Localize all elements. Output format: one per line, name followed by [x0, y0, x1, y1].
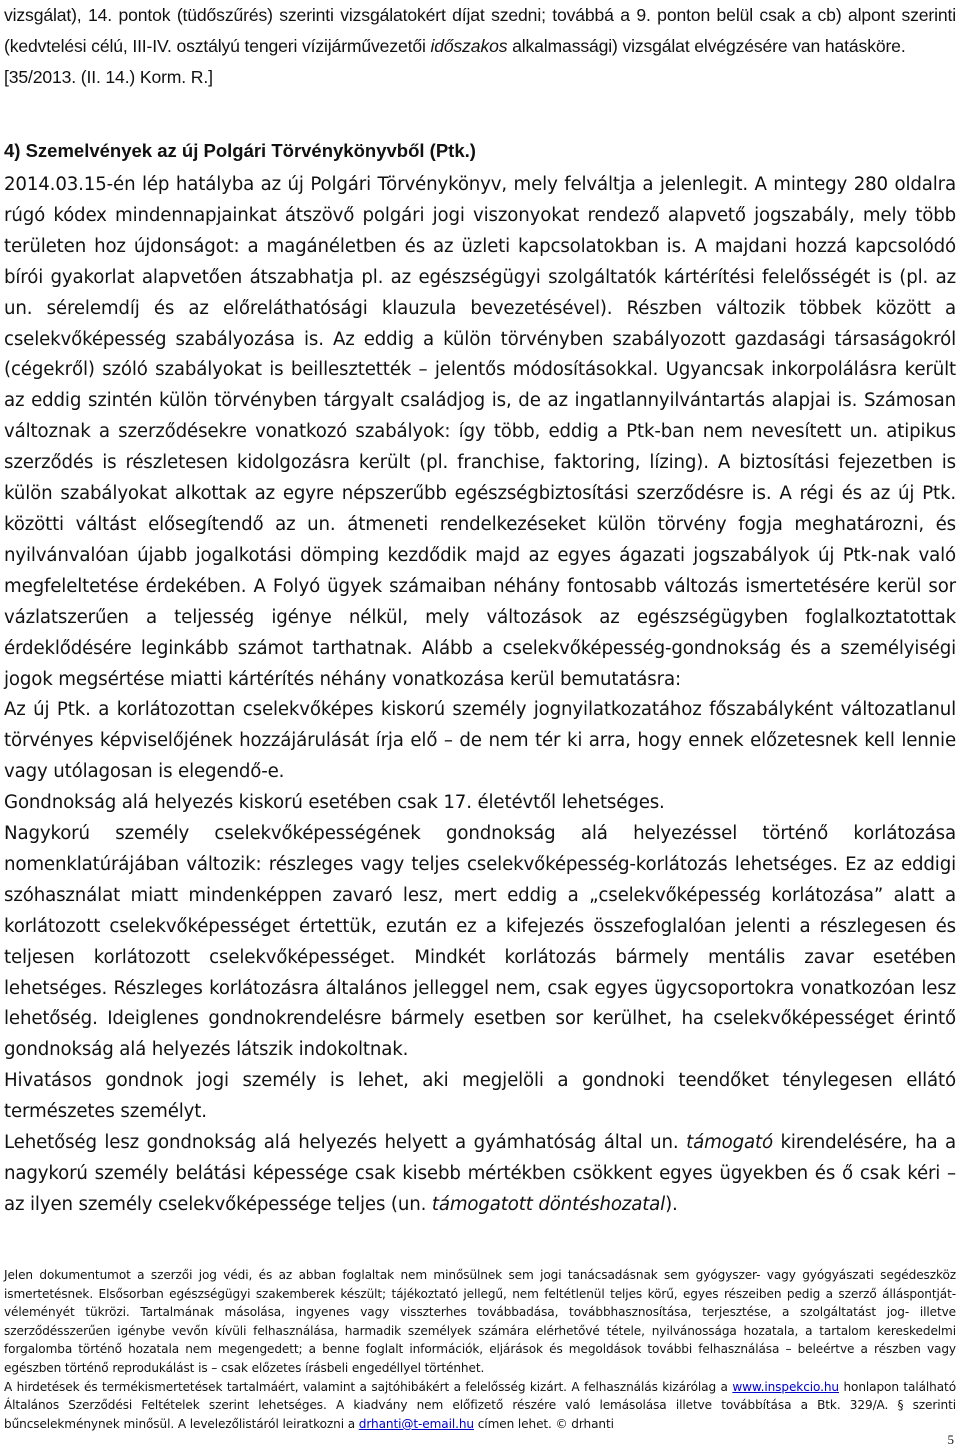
page-number: 5 [947, 1432, 954, 1447]
inspekcio-link[interactable]: www.inspekcio.hu [732, 1379, 839, 1394]
footer-terms-rest: honlapon található Általános Szerződési Feltételek szerint lehetséges. A kiadvány nem előfizető részére való lemásolása illetve továbbítása a Btk. 329/A. § szerinti bűncselekménynek minősül. A levelezőlistáról leiratkozni a [4, 1379, 957, 1431]
intro-text-a: vizsgálat), 14. pontok (tüdőszűrés) szerinti vizsgálatokért díjat szedni; továbbá a 9. ponton belül csak a cb) alpont szerinti (kedvtelési célú, III-IV. osztályú tengeri vízijárművezetői [4, 5, 956, 56]
intro-citation: [35/2013. (II. 14.) Korm. R.] [4, 66, 213, 87]
supporter-text-2: kirendelésére, ha a nagykorú személy belátási képessége csak kisebb mértékben csökkent egyes ügyekben és ő csak kéri – az ilyen személy cselekvőképessége teljes (un. [4, 1132, 957, 1215]
supporter-italic-2: támogatott döntéshozatal [431, 1193, 666, 1215]
intro-text-b: alkalmassági) vizsgálat elvégzésére van hatásköre. [507, 35, 906, 56]
footer-terms [4, 1378, 956, 1434]
supporter-text-1: Lehetőség lesz gondnokság alá helyezés helyett a gyámhatóság által un. [4, 1132, 687, 1154]
paragraph-minor-consent: Az új Ptk. a korlátozottan cselekvőképes kiskorú személy jognyilatkozatához főszabályként változatlanul törvényes képviselőjének hozzájárulását írja elő – de nem tér ki arra, hogy ennek előzetesnek kell lennie vagy utólagosan is elegendő-e. [4, 699, 956, 783]
paragraph-guardianship-minor: Gondnokság alá helyezés kiskorú esetében csak 17. életévtől lehetséges. [4, 792, 665, 814]
main-content [4, 170, 956, 1221]
paragraph-adult-capacity: Nagykorú személy cselekvőképességének gondnokság alá helyezéssel történő korlátozása nomenklatúrájában változik: részleges vagy teljes cselekvőképesség-korlátozás lehetséges. Ez az eddigi szóhasználat miatt mindenképpen zavaró lesz, mert eddig a „cselekvőképesség korlátozása” alatt a korlátozott cselekvőképességet értettük, ezután ez a kifejezés összefoglalóan jelenti a részlegesen és teljesen korlátozott cselekvőképességet. Mindkét korlátozás bármely mentális zavar esetében lehetséges. Részleges korlátozásra általános jelleggel nem, csak egyes ügycsoportokra vonatkozóan lesz lehetőség. Ideiglenes gondnokrendelésre bármely esetben sor kerülhet, ha cselekvőképességet érintő gondnokság alá helyezés látszik indokoltnak. [4, 823, 956, 1061]
paragraph-intro-ptk: 2014.03.15-én lép hatályba az új Polgári Törvénykönyv, mely felváltja a jelenlegit. A mintegy 280 oldalra rúgó kódex mindennapjainkat átszövő polgári jogi viszonyokat rendező alapvető jogszabály, mely több területen hoz újdonságot: a magánéletben és az üzleti kapcsolatokban is. A majdani hozzá kapcsolódó bírói gyakorlat alapvetően átszabhatja pl. az egészségügyi szolgáltatók kártérítési felelősségét is (pl. az un. sérelemdíj és az előreláthatósági klauzula bevezetésével). Részben változik többek között a cselekvőképesség szabályozása is. Az eddig a külön törvényben szabályozott gazdasági társaságokról (cégekről) szóló szabályokat is beillesztették – jelentős módosításokkal. Ugyancsak inkorpolálásra került az eddig szintén külön törvényben tárgyalt családjog is, de az ingatlannyilvántartás alapjai is. Számosan változnak a szerződésekre vonatkozó szabályok: így több, eddig a Ptk-ban nem nevesített un. atipikus szerződés is részletesen kidolgozásra került (pl. franchise, faktoring, lízing). A biztosítási fejezetben is külön szabályokat alkottak az egyre népszerűbb egészségbiztosítási szerződésre is. A régi és az új Ptk. közötti váltást elősegítendő az un. átmeneti rendelkezéseket külön törvény fogja meghatározni, és nyilvánvalóan újabb jogalkotási dömping kezdődik majd az egyes ágazati jogszabályok új Ptk-nak való megfeleltetése érdekében. A Folyó ügyek számaiban néhány fontosabb változás ismertetésére kerül sor vázlatszerűen a teljesség igénye nélkül, mely változások az egészségügyben foglalkoztatottak érdeklődésére leginkább számot tarthatnak. Alább a cselekvőképesség-gondnokság és a személyiségi jogok megsértése miatti kártérítés néhány vonatkozása kerül bemutatásra: [4, 174, 956, 690]
footer-copyright: Jelen dokumentumot a szerzői jog védi, és az abban foglaltak nem minősülnek sem jogi tanácsadásnak sem gyógyszer- vagy gyógyászati segédeszköz ismertetésnek. Elsősorban egészségügyi szakemberek készült; tájékoztató jellegű, nem feltétlenül teljes körű, egyes részeiben pedig a szerző álláspontját-véleményét tükrözi. Tartalmának másolása, ingyenes vagy visszterhes továbbadása, továbbhasznosítása, terjesztése, a szolgáltatást jog- illetve szerződésszerűen igénybe vevőn kívüli felhasználása, harmadik személyek számára elérhetővé tétele, nyilvánossága hozatala, a tartalom kereskedelmi forgalomba történő hozatala nem megengedett; a benne foglalt információk, eljárások és megoldások további felhasználása – beleértve a részben vagy egészben történő reprodukálást is – csak előzetes írásbeli engedéllyel történhet. [4, 1268, 956, 1375]
paragraph-professional-guardian: Hivatásos gondnok jogi személy is lehet, aki megjelöli a gondnoki teendőket ténylegesen ellátó természetes személyt. [4, 1070, 956, 1123]
intro-paragraph [4, 0, 956, 93]
footer-terms-end: címen lehet. © drhanti [474, 1416, 614, 1431]
footer-disclaimer [4, 1266, 956, 1433]
paragraph-supporter [4, 1128, 956, 1221]
supporter-text-3: ). [665, 1193, 678, 1215]
footer-terms-text: A hirdetések és termékismertetések tartalmáért, valamint a sajtóhibákért a felelősség kizárt. A felhasználás kizárólag a [4, 1379, 733, 1394]
intro-italic: időszakos [430, 35, 508, 56]
section-heading: 4) Szemelvények az új Polgári Törvénykönyvből (Ptk.) [4, 140, 476, 161]
supporter-italic-1: támogató [686, 1132, 773, 1154]
unsubscribe-email-link[interactable]: drhanti@t-email.hu [358, 1416, 475, 1431]
